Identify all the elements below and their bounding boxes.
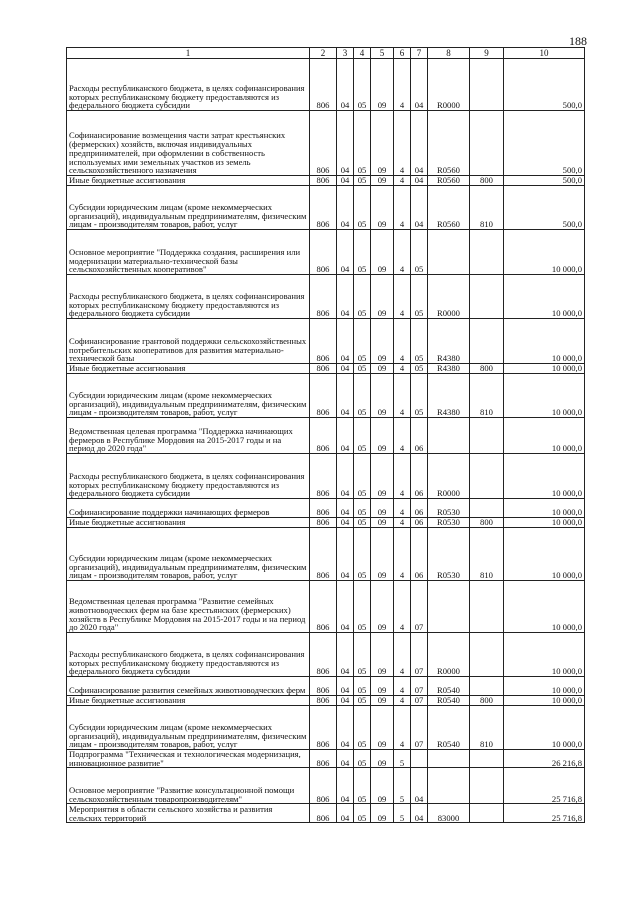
row-name-cell: Расходы республиканского бюджета, в целях софинансирования которых республиканскому бюджету предоставляются из федерального бюджета субсидии <box>67 275 310 319</box>
cell-c6: 4 <box>394 454 411 499</box>
table-row <box>67 374 585 418</box>
header-cell: 1 <box>67 48 310 59</box>
cell-c8: R0000 <box>428 454 470 499</box>
row-name-cell: Софинансирование грантовой поддержки сельскохозяйственных потребительских кооперативов для развития материально-технической базы <box>67 319 310 364</box>
cell-c9 <box>470 750 504 768</box>
table-row <box>67 275 585 319</box>
table-row <box>67 59 585 111</box>
cell-c10: 10 000,0 <box>504 230 585 275</box>
cell-c2: 806 <box>310 518 337 528</box>
cell-c2: 806 <box>310 230 337 275</box>
table-row <box>67 804 585 823</box>
cell-c4: 05 <box>354 111 371 176</box>
table-row <box>67 581 585 633</box>
cell-c8: R0540 <box>428 677 470 696</box>
cell-c9 <box>470 499 504 518</box>
header-cell: 5 <box>371 48 394 59</box>
cell-c3: 04 <box>337 528 354 581</box>
cell-c7: 04 <box>411 186 428 230</box>
cell-c7: 06 <box>411 418 428 454</box>
cell-c6: 4 <box>394 319 411 364</box>
cell-c5: 09 <box>371 677 394 696</box>
cell-c6: 4 <box>394 677 411 696</box>
cell-c2: 806 <box>310 418 337 454</box>
cell-c10: 500,0 <box>504 111 585 176</box>
cell-c2: 806 <box>310 581 337 633</box>
cell-c10: 10 000,0 <box>504 581 585 633</box>
cell-c3: 04 <box>337 581 354 633</box>
cell-c7: 05 <box>411 374 428 418</box>
cell-c6: 4 <box>394 176 411 186</box>
cell-c2: 806 <box>310 696 337 706</box>
table-row <box>67 750 585 768</box>
cell-c10: 10 000,0 <box>504 706 585 750</box>
cell-c8 <box>428 581 470 633</box>
cell-c5: 09 <box>371 230 394 275</box>
cell-c9: 800 <box>470 364 504 374</box>
row-name-cell: Расходы республиканского бюджета, в целях софинансирования которых республиканскому бюджету предоставляются из федерального бюджета субсидии <box>67 633 310 677</box>
row-name-cell: Мероприятия в области сельского хозяйства и развития сельских территорий <box>67 804 310 823</box>
page-number: 188 <box>569 34 587 48</box>
cell-c10: 10 000,0 <box>504 499 585 518</box>
cell-c3: 04 <box>337 374 354 418</box>
cell-c10: 10 000,0 <box>504 518 585 528</box>
table-row <box>67 499 585 518</box>
cell-c6: 4 <box>394 186 411 230</box>
cell-c9: 810 <box>470 186 504 230</box>
header-cell: 4 <box>354 48 371 59</box>
cell-c7: 06 <box>411 518 428 528</box>
cell-c3: 04 <box>337 768 354 804</box>
row-name-cell: Иные бюджетные ассигнования <box>67 518 310 528</box>
budget-table <box>66 47 585 823</box>
header-row <box>67 48 585 59</box>
cell-c3: 04 <box>337 750 354 768</box>
row-name-cell: Субсидии юридическим лицам (кроме некоммерческих организаций), индивидуальным предпринимателям, физическим лицам - производителям товаров, работ, услуг <box>67 186 310 230</box>
cell-c6: 5 <box>394 768 411 804</box>
cell-c6: 4 <box>394 499 411 518</box>
cell-c6: 4 <box>394 418 411 454</box>
cell-c10: 10 000,0 <box>504 677 585 696</box>
header-cell: 8 <box>428 48 470 59</box>
cell-c7: 07 <box>411 677 428 696</box>
cell-c4: 05 <box>354 275 371 319</box>
cell-c8: R0560 <box>428 111 470 176</box>
cell-c9 <box>470 581 504 633</box>
cell-c8: R4380 <box>428 319 470 364</box>
cell-c10: 25 716,8 <box>504 804 585 823</box>
cell-c6: 4 <box>394 528 411 581</box>
cell-c4: 05 <box>354 696 371 706</box>
cell-c8: R0560 <box>428 176 470 186</box>
cell-c9 <box>470 633 504 677</box>
cell-c3: 04 <box>337 499 354 518</box>
cell-c4: 05 <box>354 418 371 454</box>
table-row <box>67 319 585 364</box>
table-row <box>67 111 585 176</box>
row-name-cell: Подпрограмма "Техническая и технологическая модернизация, инновационное развитие" <box>67 750 310 768</box>
cell-c2: 806 <box>310 176 337 186</box>
cell-c7: 04 <box>411 111 428 176</box>
cell-c10: 10 000,0 <box>504 364 585 374</box>
cell-c7: 07 <box>411 706 428 750</box>
cell-c6: 4 <box>394 633 411 677</box>
cell-c7: 05 <box>411 230 428 275</box>
cell-c5: 09 <box>371 275 394 319</box>
cell-c5: 09 <box>371 696 394 706</box>
cell-c9 <box>470 804 504 823</box>
cell-c2: 806 <box>310 750 337 768</box>
cell-c5: 09 <box>371 499 394 518</box>
cell-c4: 05 <box>354 319 371 364</box>
table-row <box>67 696 585 706</box>
cell-c5: 09 <box>371 633 394 677</box>
cell-c10: 10 000,0 <box>504 319 585 364</box>
row-name-cell: Иные бюджетные ассигнования <box>67 176 310 186</box>
cell-c5: 09 <box>371 750 394 768</box>
cell-c4: 05 <box>354 186 371 230</box>
cell-c3: 04 <box>337 706 354 750</box>
table-row <box>67 230 585 275</box>
cell-c2: 806 <box>310 804 337 823</box>
cell-c10: 10 000,0 <box>504 528 585 581</box>
cell-c8: R0560 <box>428 186 470 230</box>
row-name-cell: Иные бюджетные ассигнования <box>67 364 310 374</box>
cell-c10: 500,0 <box>504 59 585 111</box>
row-name-cell: Основное мероприятие "Развитие консультационной помощи сельскохозяйственным товаропроизводителям" <box>67 768 310 804</box>
header-cell: 9 <box>470 48 504 59</box>
cell-c9: 800 <box>470 696 504 706</box>
cell-c8 <box>428 230 470 275</box>
cell-c2: 806 <box>310 499 337 518</box>
cell-c2: 806 <box>310 706 337 750</box>
cell-c3: 04 <box>337 677 354 696</box>
cell-c7: 04 <box>411 59 428 111</box>
cell-c4: 05 <box>354 750 371 768</box>
cell-c2: 806 <box>310 319 337 364</box>
cell-c7: 06 <box>411 528 428 581</box>
table-row <box>67 528 585 581</box>
cell-c8: R4380 <box>428 374 470 418</box>
cell-c7 <box>411 750 428 768</box>
row-name-cell: Субсидии юридическим лицам (кроме некоммерческих организаций), индивидуальным предпринимателям, физическим лицам - производителям товаров, работ, услуг <box>67 374 310 418</box>
cell-c6: 4 <box>394 59 411 111</box>
cell-c8: 83000 <box>428 804 470 823</box>
cell-c4: 05 <box>354 59 371 111</box>
table-row <box>67 633 585 677</box>
cell-c5: 09 <box>371 364 394 374</box>
cell-c3: 04 <box>337 186 354 230</box>
cell-c8: R0000 <box>428 633 470 677</box>
cell-c3: 04 <box>337 275 354 319</box>
cell-c8 <box>428 768 470 804</box>
cell-c9: 800 <box>470 176 504 186</box>
cell-c7: 04 <box>411 768 428 804</box>
cell-c9 <box>470 768 504 804</box>
cell-c5: 09 <box>371 518 394 528</box>
cell-c8: R0530 <box>428 528 470 581</box>
cell-c4: 05 <box>354 706 371 750</box>
row-name-cell: Субсидии юридическим лицам (кроме некоммерческих организаций), индивидуальным предпринимателям, физическим лицам - производителям товаров, работ, услуг <box>67 706 310 750</box>
table-row <box>67 518 585 528</box>
cell-c5: 09 <box>371 706 394 750</box>
row-name-cell: Расходы республиканского бюджета, в целях софинансирования которых республиканскому бюджету предоставляются из федерального бюджета субсидии <box>67 454 310 499</box>
cell-c5: 09 <box>371 768 394 804</box>
row-name-cell: Расходы республиканского бюджета, в целях софинансирования которых республиканскому бюджету предоставляются из федерального бюджета субсидии <box>67 59 310 111</box>
cell-c3: 04 <box>337 364 354 374</box>
cell-c6: 5 <box>394 750 411 768</box>
table-row <box>67 418 585 454</box>
cell-c4: 05 <box>354 364 371 374</box>
cell-c2: 806 <box>310 633 337 677</box>
row-name-cell: Иные бюджетные ассигнования <box>67 696 310 706</box>
cell-c10: 10 000,0 <box>504 418 585 454</box>
cell-c8 <box>428 750 470 768</box>
cell-c9 <box>470 418 504 454</box>
row-name-cell: Ведомственная целевая программа "Развитие семейных животноводческих ферм на базе крестьянских (фермерских) хозяйств в Республике Мордовия на 2015-2017 годы и на период до 2020 года" <box>67 581 310 633</box>
cell-c6: 4 <box>394 275 411 319</box>
cell-c3: 04 <box>337 454 354 499</box>
cell-c3: 04 <box>337 633 354 677</box>
cell-c6: 4 <box>394 111 411 176</box>
table-row <box>67 186 585 230</box>
cell-c9 <box>470 677 504 696</box>
cell-c4: 05 <box>354 581 371 633</box>
cell-c5: 09 <box>371 418 394 454</box>
cell-c2: 806 <box>310 364 337 374</box>
cell-c5: 09 <box>371 804 394 823</box>
cell-c10: 500,0 <box>504 186 585 230</box>
cell-c5: 09 <box>371 528 394 581</box>
cell-c10: 10 000,0 <box>504 454 585 499</box>
row-name-cell: Субсидии юридическим лицам (кроме некоммерческих организаций), индивидуальным предпринимателям, физическим лицам - производителям товаров, работ, услуг <box>67 528 310 581</box>
cell-c2: 806 <box>310 111 337 176</box>
cell-c6: 4 <box>394 696 411 706</box>
cell-c10: 10 000,0 <box>504 275 585 319</box>
cell-c8: R0540 <box>428 696 470 706</box>
table-row <box>67 677 585 696</box>
cell-c3: 04 <box>337 319 354 364</box>
cell-c7: 05 <box>411 319 428 364</box>
cell-c3: 04 <box>337 696 354 706</box>
row-name-cell: Ведомственная целевая программа "Поддержка начинающих фермеров в Республике Мордовия на 2015-2017 годы и на период до 2020 года" <box>67 418 310 454</box>
table-row <box>67 176 585 186</box>
cell-c2: 806 <box>310 768 337 804</box>
cell-c7: 06 <box>411 454 428 499</box>
cell-c6: 4 <box>394 374 411 418</box>
cell-c3: 04 <box>337 59 354 111</box>
cell-c5: 09 <box>371 176 394 186</box>
cell-c9 <box>470 319 504 364</box>
cell-c6: 4 <box>394 364 411 374</box>
row-name-cell: Софинансирование развития семейных животноводческих ферм <box>67 677 310 696</box>
cell-c2: 806 <box>310 454 337 499</box>
cell-c10: 26 216,8 <box>504 750 585 768</box>
cell-c6: 4 <box>394 706 411 750</box>
cell-c3: 04 <box>337 418 354 454</box>
cell-c4: 05 <box>354 677 371 696</box>
cell-c5: 09 <box>371 186 394 230</box>
cell-c9 <box>470 454 504 499</box>
cell-c10: 10 000,0 <box>504 374 585 418</box>
cell-c7: 07 <box>411 696 428 706</box>
cell-c4: 05 <box>354 768 371 804</box>
cell-c2: 806 <box>310 59 337 111</box>
cell-c5: 09 <box>371 319 394 364</box>
cell-c4: 05 <box>354 374 371 418</box>
table-row <box>67 454 585 499</box>
cell-c2: 806 <box>310 677 337 696</box>
cell-c3: 04 <box>337 804 354 823</box>
cell-c8: R0530 <box>428 518 470 528</box>
cell-c3: 04 <box>337 111 354 176</box>
cell-c4: 05 <box>354 230 371 275</box>
table-row <box>67 706 585 750</box>
cell-c8: R0000 <box>428 275 470 319</box>
cell-c5: 09 <box>371 454 394 499</box>
cell-c4: 05 <box>354 528 371 581</box>
header-cell: 6 <box>394 48 411 59</box>
cell-c4: 05 <box>354 499 371 518</box>
cell-c9 <box>470 111 504 176</box>
header-cell: 2 <box>310 48 337 59</box>
cell-c9 <box>470 275 504 319</box>
cell-c9: 810 <box>470 706 504 750</box>
cell-c5: 09 <box>371 111 394 176</box>
table-row <box>67 364 585 374</box>
cell-c2: 806 <box>310 275 337 319</box>
cell-c4: 05 <box>354 454 371 499</box>
cell-c2: 806 <box>310 374 337 418</box>
cell-c4: 05 <box>354 804 371 823</box>
cell-c10: 500,0 <box>504 176 585 186</box>
cell-c4: 05 <box>354 518 371 528</box>
cell-c9 <box>470 59 504 111</box>
cell-c3: 04 <box>337 230 354 275</box>
header-cell: 3 <box>337 48 354 59</box>
cell-c8 <box>428 418 470 454</box>
row-name-cell: Софинансирование возмещения части затрат крестьянских (фермерских) хозяйств, включая индивидуальных предпринимателей, при оформлении в собственность используемых ими земельных участков из земель сельскохозяйственного назначения <box>67 111 310 176</box>
cell-c8: R4380 <box>428 364 470 374</box>
header-cell: 10 <box>504 48 585 59</box>
cell-c7: 04 <box>411 176 428 186</box>
cell-c4: 05 <box>354 633 371 677</box>
cell-c7: 06 <box>411 499 428 518</box>
cell-c2: 806 <box>310 186 337 230</box>
cell-c8: R0540 <box>428 706 470 750</box>
cell-c10: 10 000,0 <box>504 633 585 677</box>
cell-c9: 800 <box>470 518 504 528</box>
cell-c5: 09 <box>371 59 394 111</box>
cell-c7: 07 <box>411 581 428 633</box>
cell-c6: 4 <box>394 518 411 528</box>
cell-c10: 25 716,8 <box>504 768 585 804</box>
cell-c8: R0000 <box>428 59 470 111</box>
header-cell: 7 <box>411 48 428 59</box>
cell-c9: 810 <box>470 374 504 418</box>
cell-c3: 04 <box>337 176 354 186</box>
cell-c9: 810 <box>470 528 504 581</box>
cell-c4: 05 <box>354 176 371 186</box>
cell-c8: R0530 <box>428 499 470 518</box>
cell-c2: 806 <box>310 528 337 581</box>
cell-c7: 05 <box>411 364 428 374</box>
cell-c9 <box>470 230 504 275</box>
row-name-cell: Основное мероприятие "Поддержка создания, расширения или модернизации материально-технической базы сельскохозяйственных кооперативов" <box>67 230 310 275</box>
cell-c5: 09 <box>371 581 394 633</box>
row-name-cell: Софинансирование поддержки начинающих фермеров <box>67 499 310 518</box>
cell-c7: 05 <box>411 275 428 319</box>
cell-c7: 07 <box>411 633 428 677</box>
cell-c10: 10 000,0 <box>504 696 585 706</box>
cell-c7: 04 <box>411 804 428 823</box>
cell-c6: 4 <box>394 581 411 633</box>
cell-c5: 09 <box>371 374 394 418</box>
cell-c6: 4 <box>394 230 411 275</box>
cell-c6: 5 <box>394 804 411 823</box>
cell-c3: 04 <box>337 518 354 528</box>
table-row <box>67 768 585 804</box>
